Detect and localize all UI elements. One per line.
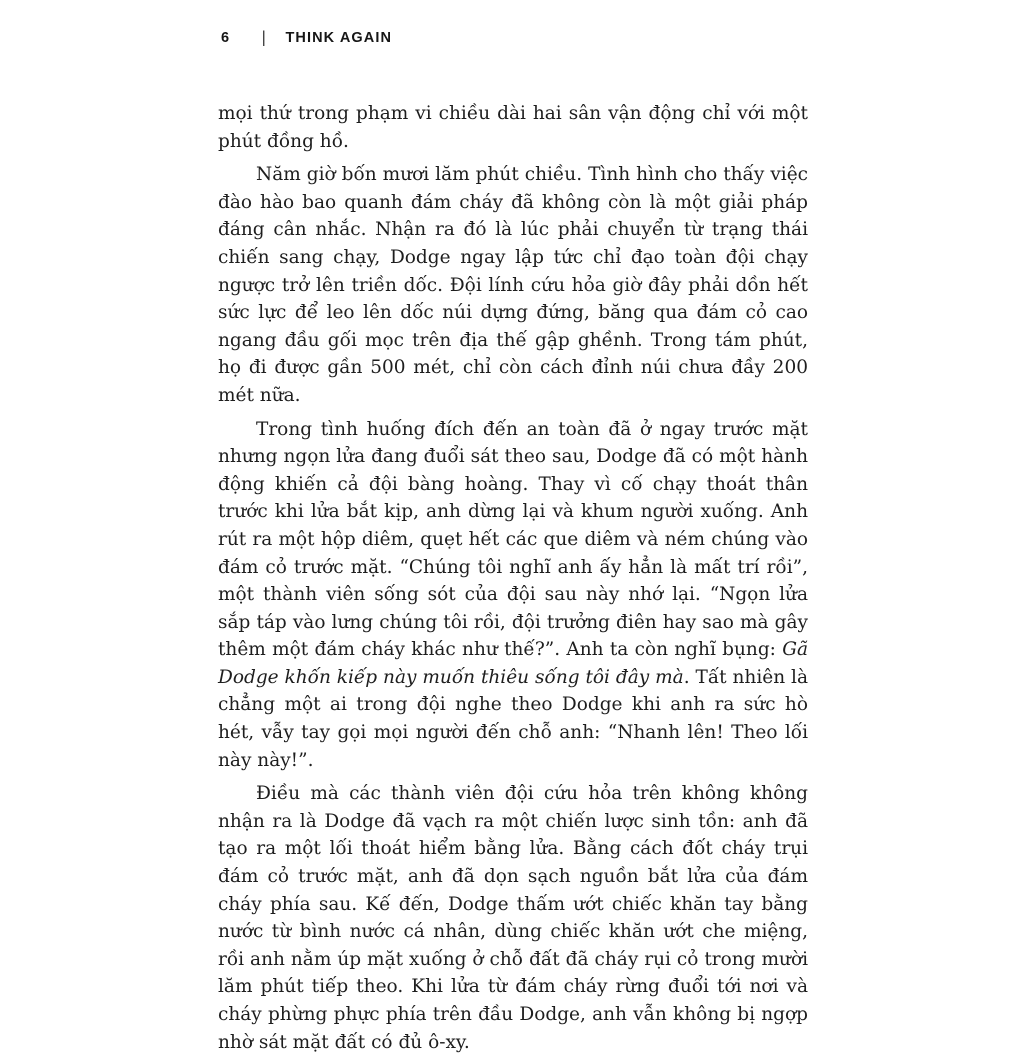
text-segment: Trong tình huống đích đến an toàn đã ở ngay trước mặt nhưng ngọn lửa đang đuổi sát theo sau, Dodge đã có một hành động khiến cả đội bàng hoàng. Thay vì cố chạy thoát thân trước khi lửa bắt kịp, anh dừng lại và khum người xuống. Anh rút ra một hộp diêm, quẹt hết các que diêm và ném chúng vào đám cỏ trước mặt. “Chúng tôi nghĩ anh ấy hẳn là mất trí rồi”, một thành viên sống sót của đội sau này nhớ lại. “Ngọn lửa sắp táp vào lưng chúng tôi rồi, đội trưởng điên hay sao mà gây thêm một đám cháy khác như thế?”. Anh ta còn nghĩ bụng:: [218, 418, 808, 661]
paragraph: [218, 416, 808, 775]
text-segment: mọi thứ trong phạm vi chiều dài hai sân vận động chỉ với một phút đồng hồ.: [218, 103, 808, 152]
paragraph: [218, 161, 808, 409]
page-number: 6: [221, 30, 230, 46]
page-body-text: [218, 100, 808, 1056]
text-segment: Điều mà các thành viên đội cứu hỏa trên không không nhận ra là Dodge đã vạch ra một chiến lược sinh tồn: anh đã tạo ra một lối thoát hiểm bằng lửa. Bằng cách đốt cháy trụi đám cỏ trước mặt, anh đã dọn sạch nguồn bắt lửa của đám cháy phía sau. Kế đến, Dodge thấm ướt chiếc khăn tay bằng nước từ bình nước cá nhân, dùng chiếc khăn ướt che miệng, rồi anh nằm úp mặt xuống ở chỗ đất đã cháy rụi cỏ trong mười lăm phút tiếp theo. Khi lửa từ đám cháy rừng đuổi tới nơi và cháy phừng phực phía trên đầu Dodge, anh vẫn không bị ngợp nhờ sát mặt đất có đủ ô-xy.: [218, 783, 808, 1053]
italic-text-segment: Gã Dodge khốn kiếp này muốn thiêu sống tôi đây mà: [218, 639, 808, 688]
page-header: [221, 30, 392, 46]
paragraph: [218, 100, 808, 155]
text-segment: Năm giờ bốn mươi lăm phút chiều. Tình hình cho thấy việc đào hào bao quanh đám cháy đã không còn là một giải pháp đáng cân nhắc. Nhận ra đó là lúc phải chuyển từ trạng thái chiến sang chạy, Dodge ngay lập tức chỉ đạo toàn đội chạy ngược trở lên triền dốc. Đội lính cứu hỏa giờ đây phải dồn hết sức lực để leo lên dốc núi dựng đứng, băng qua đám cỏ cao ngang đầu gối mọc trên địa thế gập ghềnh. Trong tám phút, họ đi được gần 500 mét, chỉ còn cách đỉnh núi chưa đầy 200 mét nữa.: [218, 164, 808, 406]
text-segment: . Tất nhiên là chẳng một ai trong đội nghe theo Dodge khi anh ra sức hò hét, vẫy tay gọi mọi người đến chỗ anh: “Nhanh lên! Theo lối này này!”.: [218, 666, 808, 771]
book-title: THINK AGAIN: [285, 30, 393, 46]
header-divider: |: [261, 28, 267, 48]
paragraph: [218, 780, 808, 1056]
